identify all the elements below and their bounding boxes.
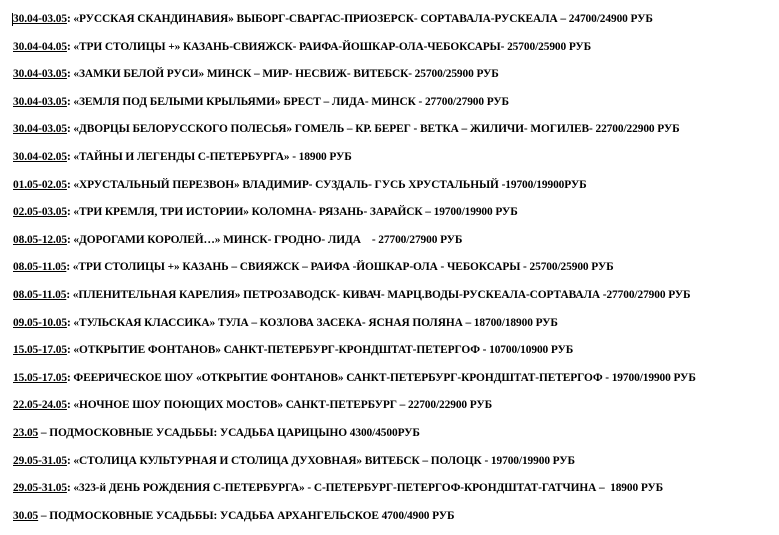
tour-separator: : [66,13,74,25]
tour-line [13,11,773,39]
tour-text: «ЗЕМЛЯ ПОД БЕЛЫМИ КРЫЛЬЯМИ» БРЕСТ – ЛИДА- МИНСК - 27700/27900 РУБ [73,95,509,108]
tour-line [13,94,773,122]
tour-separator: : [66,40,74,53]
tour-date: 15.05-17.05 [13,371,67,384]
tour-date: 30.04-03.05 [13,95,67,108]
tour-date: 23.05 [13,426,39,439]
tour-list [13,11,773,535]
tour-text: «ТАЙНЫ И ЛЕГЕНДЫ С-ПЕТЕРБУРГА» - 18900 РУБ [73,150,352,163]
tour-separator: : [66,68,74,81]
tour-separator: : [66,344,74,357]
tour-separator: : [66,150,74,163]
tour-text: «ТРИ КРЕМЛЯ, ТРИ ИСТОРИИ» КОЛОМНА- РЯЗАНЬ- ЗАРАЙСК – 19700/19900 РУБ [73,206,518,219]
tour-line [13,508,773,535]
tour-separator: : [66,371,74,384]
tour-separator: : [66,261,73,274]
tour-date: 30.04-03.05 [13,13,67,25]
tour-separator: : [66,206,74,219]
tour-text: «ДОРОГАМИ КОРОЛЕЙ…» МИНСК- ГРОДНО- ЛИДА - 27700/27900 РУБ [73,233,463,246]
tour-text: «ПЛЕНИТЕЛЬНАЯ КАРЕЛИЯ» ПЕТРОЗАВОДСК- КИВАЧ- МАРЦ.ВОДЫ-РУСКЕАЛА-СОРТАВАЛА -27700/27900 РУБ [72,288,691,301]
tour-date: 09.05-10.05 [13,316,67,329]
tour-text: – ПОДМОСКОВНЫЕ УСАДЬБЫ: УСАДЬБА АРХАНГЕЛЬСКОЕ 4700/4900 РУБ [40,509,455,522]
tour-separator: : [66,178,74,191]
tour-text: «ТРИ СТОЛИЦЫ +» КАЗАНЬ – СВИЯЖСК – РАИФА -ЙОШКАР-ОЛА - ЧЕБОКСАРЫ - 25700/25900 РУБ [72,261,614,274]
tour-separator: : [66,288,73,301]
tour-line [13,66,773,94]
tour-date: 29.05-31.05 [13,482,67,495]
tour-date: 30.04-04.05 [13,40,67,53]
tour-separator: : [66,399,74,412]
tour-text: «РУССКАЯ СКАНДИНАВИЯ» ВЫБОРГ-СВАРГАС-ПРИОЗЕРСК- СОРТАВАЛА-РУСКЕАЛА – 24700/24900 РУБ [73,13,653,25]
tour-line [13,453,773,481]
tour-separator: : [66,123,74,136]
tour-text: «ТУЛЬСКАЯ КЛАССИКА» ТУЛА – КОЗЛОВА ЗАСЕКА- ЯСНАЯ ПОЛЯНА – 18700/18900 РУБ [73,316,558,329]
tour-text: «НОЧНОЕ ШОУ ПОЮЩИХ МОСТОВ» САНКТ-ПЕТЕРБУРГ – 22700/22900 РУБ [73,399,493,412]
tour-text: «ОТКРЫТИЕ ФОНТАНОВ» САНКТ-ПЕТЕРБУРГ-КРОНДШТАТ-ПЕТЕРГОФ - 10700/10900 РУБ [73,344,574,357]
tour-date: 08.05-12.05 [13,233,67,246]
tour-date: 02.05-03.05 [13,206,67,219]
tour-separator: : [66,454,74,467]
tour-date: 22.05-24.05 [13,399,67,412]
tour-date: 30.04-03.05 [13,123,67,136]
tour-line [13,287,773,315]
tour-text: «323-й ДЕНЬ РОЖДЕНИЯ С-ПЕТЕРБУРГА» - С-ПЕТЕРБУРГ-ПЕТЕРГОФ-КРОНДШТАТ-ГАТЧИНА – 18900 РУБ [73,482,664,495]
tour-line [13,315,773,343]
tour-line [13,149,773,177]
tour-text: ФЕЕРИЧЕСКОЕ ШОУ «ОТКРЫТИЕ ФОНТАНОВ» САНКТ-ПЕТЕРБУРГ-КРОНДШТАТ-ПЕТЕРГОФ - 19700/19900 РУБ [73,371,696,384]
tour-text: «ТРИ СТОЛИЦЫ +» КАЗАНЬ-СВИЯЖСК- РАИФА-ЙОШКАР-ОЛА-ЧЕБОКСАРЫ- 25700/25900 РУБ [73,40,592,53]
tour-date: 30.04-02.05 [13,150,67,163]
tour-date: 29.05-31.05 [13,454,67,467]
tour-line [13,370,773,398]
tour-line [13,39,773,67]
tour-text: «СТОЛИЦА КУЛЬТУРНАЯ И СТОЛИЦА ДУХОВНАЯ» ВИТЕБСК – ПОЛОЦК - 19700/19900 РУБ [73,454,575,467]
tour-text: «ХРУСТАЛЬНЫЙ ПЕРЕЗВОН» ВЛАДИМИР- СУЗДАЛЬ- ГУСЬ ХРУСТАЛЬНЫЙ -19700/19900РУБ [73,178,587,191]
tour-line [13,204,773,232]
tour-separator: : [66,233,74,246]
tour-text: «ЗАМКИ БЕЛОЙ РУСИ» МИНСК – МИР- НЕСВИЖ- ВИТЕБСК- 25700/25900 РУБ [73,68,499,81]
tour-date: 01.05-02.05 [13,178,67,191]
tour-line [13,232,773,260]
tour-date: 15.05-17.05 [13,344,67,357]
tour-date: 08.05-11.05 [13,288,67,301]
tour-line [13,121,773,149]
tour-date: 08.05-11.05 [13,261,67,274]
tour-date: 30.05 [13,509,39,522]
tour-line [13,342,773,370]
tour-text: – ПОДМОСКОВНЫЕ УСАДЬБЫ: УСАДЬБА ЦАРИЦЫНО 4300/4500РУБ [40,426,420,439]
tour-separator: : [66,316,74,329]
tour-separator: : [66,95,74,108]
tour-line [13,480,773,508]
tour-date: 30.04-03.05 [13,68,67,81]
tour-line [13,397,773,425]
tour-separator: : [66,482,74,495]
tour-line [13,177,773,205]
tour-line [13,425,773,453]
tour-line [13,259,773,287]
tour-text: «ДВОРЦЫ БЕЛОРУССКОГО ПОЛЕСЬЯ» ГОМЕЛЬ – КР. БЕРЕГ - ВЕТКА – ЖИЛИЧИ- МОГИЛЕВ- 22700/22900 РУБ [73,123,680,136]
